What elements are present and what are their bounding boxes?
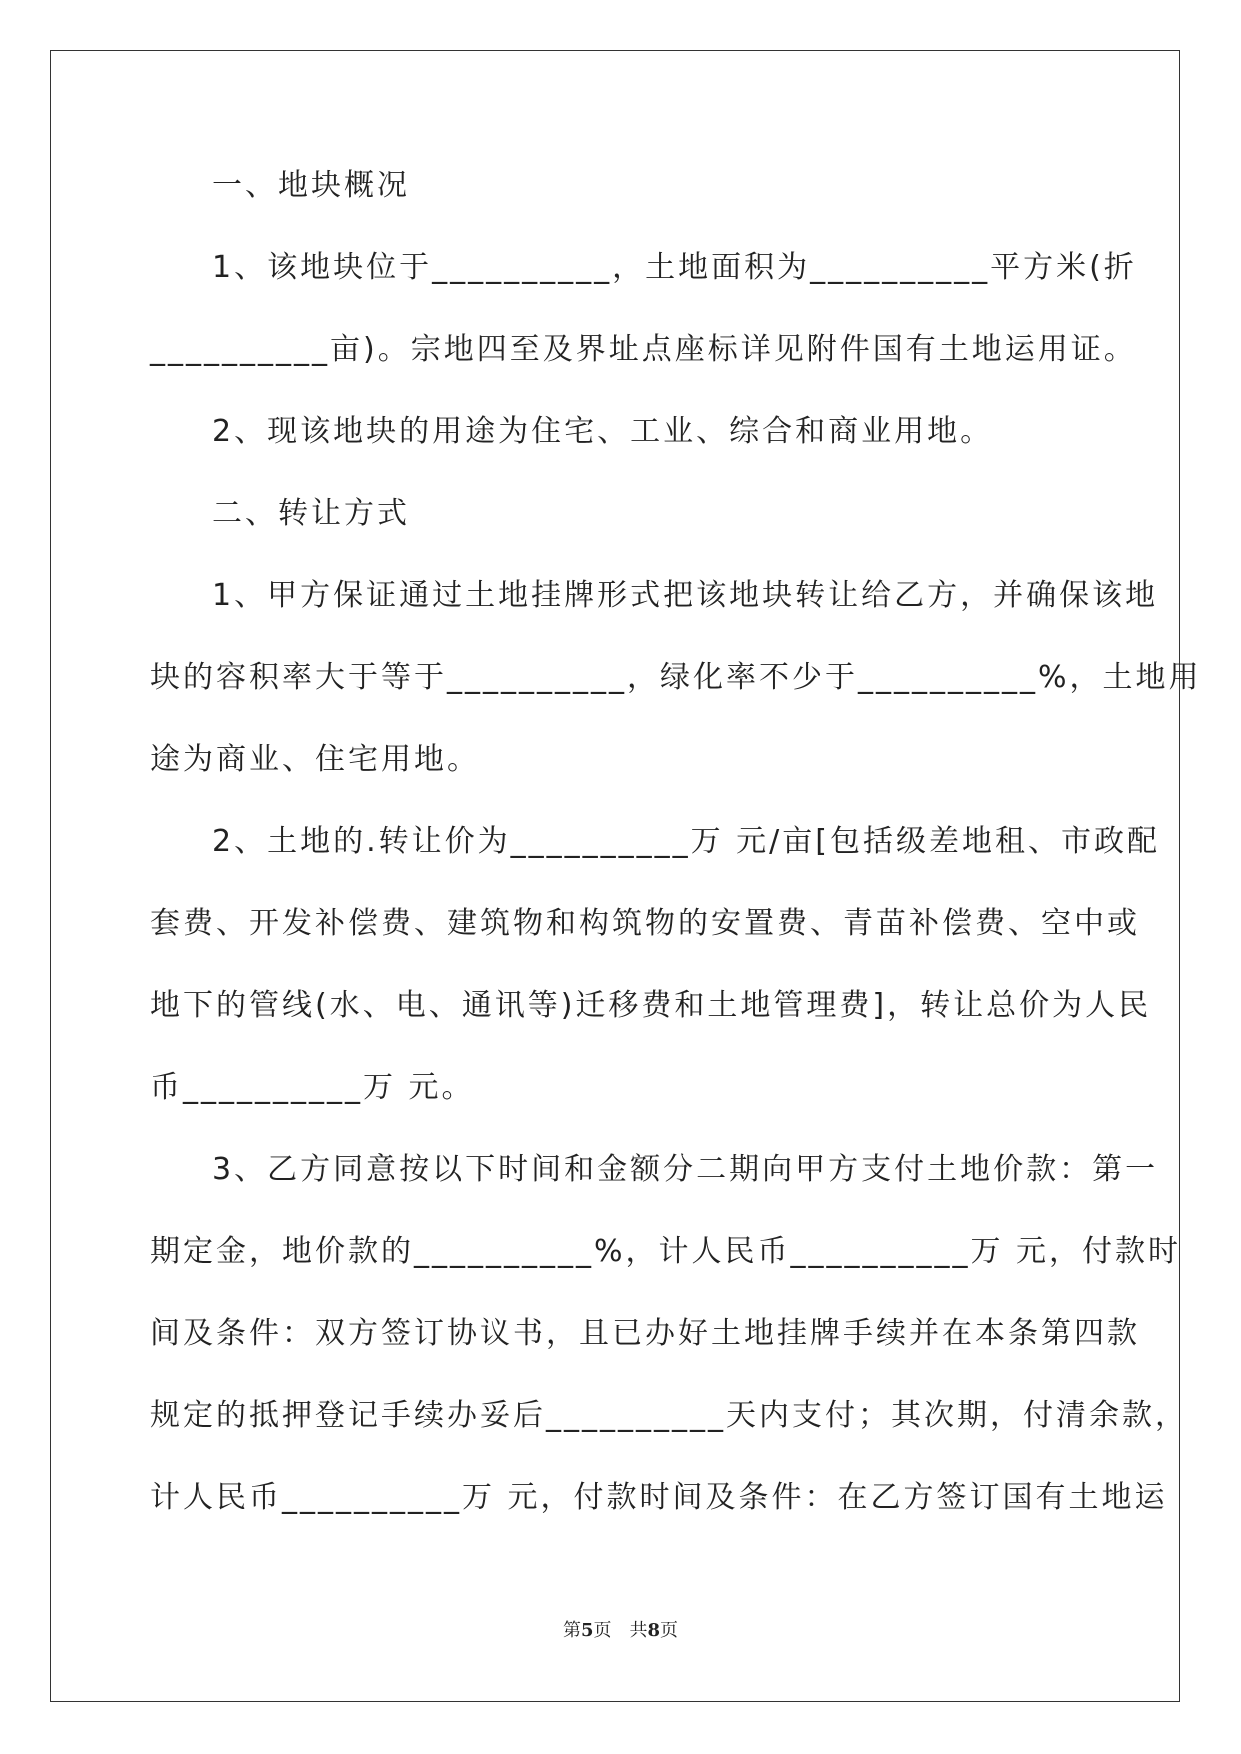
page-number: 5 <box>580 1620 594 1641</box>
paragraph-line: 1、该地块位于__________，土地面积为__________平方米(折 <box>212 250 1137 285</box>
paragraph-line: 2、现该地块的用途为住宅、工业、综合和商业用地。 <box>212 414 994 449</box>
page-unit: 页 <box>593 1620 612 1641</box>
paragraph-line: 块的容积率大于等于__________，绿化率不少于__________%，土地用 <box>150 660 1202 695</box>
page-footer <box>0 1616 1241 1642</box>
paragraph-line: 套费、开发补偿费、建筑物和构筑物的安置费、青苗补偿费、空中或 <box>150 906 1140 941</box>
total-prefix: 共 <box>629 1620 648 1641</box>
page-total: 8 <box>647 1620 661 1641</box>
paragraph-line: 规定的抵押登记手续办妥后__________天内支付；其次期，付清余款， <box>150 1398 1188 1433</box>
paragraph-line: __________亩)。宗地四至及界址点座标详见附件国有土地运用证。 <box>150 332 1137 367</box>
section-heading-1: 一、地块概况 <box>212 168 410 203</box>
paragraph-line: 2、土地的.转让价为__________万 元/亩[包括级差地租、市政配 <box>212 824 1160 859</box>
page-prefix: 第 <box>562 1620 581 1641</box>
paragraph-line: 间及条件：双方签订协议书，且已办好土地挂牌手续并在本条第四款 <box>150 1316 1140 1351</box>
section-heading-2: 二、转让方式 <box>212 496 410 531</box>
paragraph-line: 1、甲方保证通过土地挂牌形式把该地块转让给乙方，并确保该地 <box>212 578 1159 613</box>
paragraph-line: 币__________万 元。 <box>150 1070 475 1105</box>
paragraph-line: 计人民币__________万 元，付款时间及条件：在乙方签订国有土地运 <box>150 1480 1168 1515</box>
paragraph-line: 地下的管线(水、电、通讯等)迁移费和土地管理费]，转让总价为人民 <box>150 988 1152 1023</box>
paragraph-line: 期定金，地价款的__________%，计人民币__________万 元，付款时 <box>150 1234 1182 1269</box>
paragraph-line: 途为商业、住宅用地。 <box>150 742 480 777</box>
document-body <box>150 156 1202 1550</box>
total-unit: 页 <box>660 1620 679 1641</box>
paragraph-line: 3、乙方同意按以下时间和金额分二期向甲方支付土地价款：第一 <box>212 1152 1159 1187</box>
